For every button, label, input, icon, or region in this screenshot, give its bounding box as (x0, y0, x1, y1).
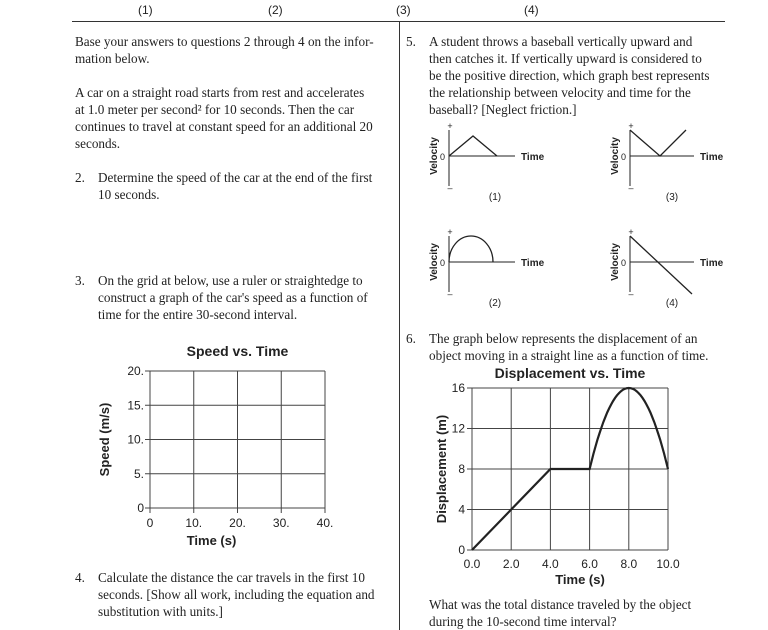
x-tick-label: 40. (316, 516, 334, 530)
x-tick-label: 4.0 (542, 557, 559, 571)
x-axis-label: Time (521, 152, 545, 163)
y-tick-label: 5. (133, 466, 144, 481)
x-tick-label: 2.0 (502, 557, 520, 571)
y-tick-label: 4 (458, 502, 465, 517)
option-curve (449, 236, 493, 262)
question-6-followup (429, 596, 729, 630)
question-5 (406, 33, 726, 118)
y-tick-label: 20. (127, 364, 144, 378)
question-3-line: On the grid at below, use a ruler or straightedge to (98, 273, 363, 288)
question-2-line: Determine the speed of the car at the end of the first (98, 170, 373, 185)
question-4-line: seconds. [Show all work, including the equation and (98, 587, 375, 602)
zero-label: 0 (439, 152, 445, 162)
minus-sign: – (447, 183, 453, 193)
zero-label: 0 (439, 258, 445, 268)
question-3-line: construct a graph of the car's speed as a function of (98, 290, 368, 305)
y-axis-label: Velocity (429, 137, 440, 175)
y-tick-label: 0 (137, 501, 144, 515)
displacement-vs-time-chart[interactable] (425, 362, 725, 594)
question-5-line: be the positive direction, which graph best represents (429, 68, 710, 83)
scenario-line: A car on a straight road starts from rest and accelerates (75, 85, 365, 100)
y-axis-label: Velocity (429, 243, 440, 281)
zero-label: 0 (620, 152, 626, 162)
option-curve (630, 236, 692, 294)
option-curve (630, 130, 686, 156)
x-tick-label: 8.0 (620, 557, 638, 571)
question-2-line: 10 seconds. (98, 187, 160, 202)
x-tick-label: 0.0 (463, 557, 481, 571)
speed-vs-time-chart[interactable] (80, 335, 380, 555)
option-graph-1[interactable] (425, 118, 565, 208)
plus-sign: + (628, 121, 634, 131)
plus-sign: + (628, 227, 634, 237)
y-axis-label: Velocity (610, 137, 621, 175)
scenario-line: seconds. (75, 136, 121, 151)
minus-sign: – (628, 289, 634, 299)
question-6-followup-line: What was the total distance traveled by the object (429, 597, 692, 612)
intro-line: Base your answers to questions 2 through 4 on the infor- (75, 34, 374, 49)
x-axis-label: Time (s) (186, 533, 237, 548)
x-tick-label: 20. (229, 516, 246, 530)
question-2 (75, 169, 395, 203)
question-5-line: baseball? [Neglect friction.] (429, 102, 577, 117)
plus-sign: + (447, 121, 453, 131)
option-label: (1) (488, 192, 502, 203)
question-3-line: time for the entire 30-second interval. (98, 307, 298, 322)
option-curve (449, 136, 497, 156)
option-graph-4[interactable] (606, 224, 736, 314)
y-tick-label: 15. (127, 398, 144, 413)
scenario-line: at 1.0 meter per second² for 10 seconds. Then the car (75, 102, 355, 117)
chart-title: Speed vs. Time (186, 343, 289, 359)
y-tick-label: 16 (451, 381, 465, 395)
header-label-3: (3) (396, 3, 411, 17)
y-tick-label: 10. (127, 432, 144, 447)
question-4 (75, 569, 395, 620)
minus-sign: – (628, 183, 634, 193)
x-tick-label: 30. (272, 516, 290, 530)
scenario-text (75, 84, 395, 152)
option-graph-3[interactable] (606, 118, 736, 208)
question-4-line: Calculate the distance the car travels in the first 10 (98, 570, 365, 585)
question-4-line: substitution with units.] (98, 604, 223, 619)
y-tick-label: 8 (458, 462, 465, 476)
x-axis-label: Time (s) (555, 572, 605, 587)
scenario-line: continues to travel at constant speed for an additional 20 (75, 119, 373, 134)
question-5-line: A student throws a baseball vertically upward and (429, 34, 693, 49)
x-axis-label: Time (700, 152, 724, 163)
question-6-line: object moving in a straight line as a function of time. (429, 348, 709, 363)
question-6 (406, 330, 731, 364)
question-2-number: 2. (75, 170, 85, 185)
question-5-line: the relationship between velocity and time for the (429, 85, 691, 100)
question-6-number: 6. (406, 331, 416, 346)
option-label: (3) (665, 192, 679, 203)
question-4-number: 4. (75, 570, 85, 585)
y-axis-label: Velocity (610, 243, 621, 281)
option-graph-2[interactable] (425, 224, 565, 314)
x-axis-label: Time (521, 258, 545, 269)
header-label-1: (1) (138, 3, 153, 17)
question-3 (75, 272, 395, 323)
plus-sign: + (447, 227, 453, 237)
y-axis-label: Displacement (m) (434, 414, 449, 524)
x-tick-label: 0 (146, 516, 154, 530)
x-tick-label: 6.0 (581, 557, 598, 571)
x-tick-label: 10.0 (656, 557, 680, 571)
header-label-2: (2) (268, 3, 283, 17)
question-5-number: 5. (406, 34, 416, 49)
question-6-followup-line: during the 10-second time interval? (429, 614, 617, 629)
header-label-4: (4) (524, 3, 539, 17)
intro-line: mation below. (75, 51, 150, 66)
chart-title: Displacement vs. Time (494, 365, 646, 381)
x-axis-label: Time (700, 258, 724, 269)
option-label: (2) (488, 298, 502, 309)
zero-label: 0 (620, 258, 626, 268)
option-label: (4) (665, 298, 679, 309)
intro-text (75, 33, 395, 67)
column-divider (399, 22, 400, 630)
question-3-number: 3. (75, 273, 85, 288)
minus-sign: – (447, 289, 453, 299)
y-tick-label: 12 (451, 421, 465, 436)
question-5-line: then catches it. If vertically upward is considered to (429, 51, 702, 66)
y-tick-label: 0 (458, 543, 465, 557)
y-axis-label: Speed (m/s) (97, 402, 112, 477)
x-tick-label: 10. (185, 516, 203, 530)
question-6-line: The graph below represents the displacement of an (429, 331, 698, 346)
